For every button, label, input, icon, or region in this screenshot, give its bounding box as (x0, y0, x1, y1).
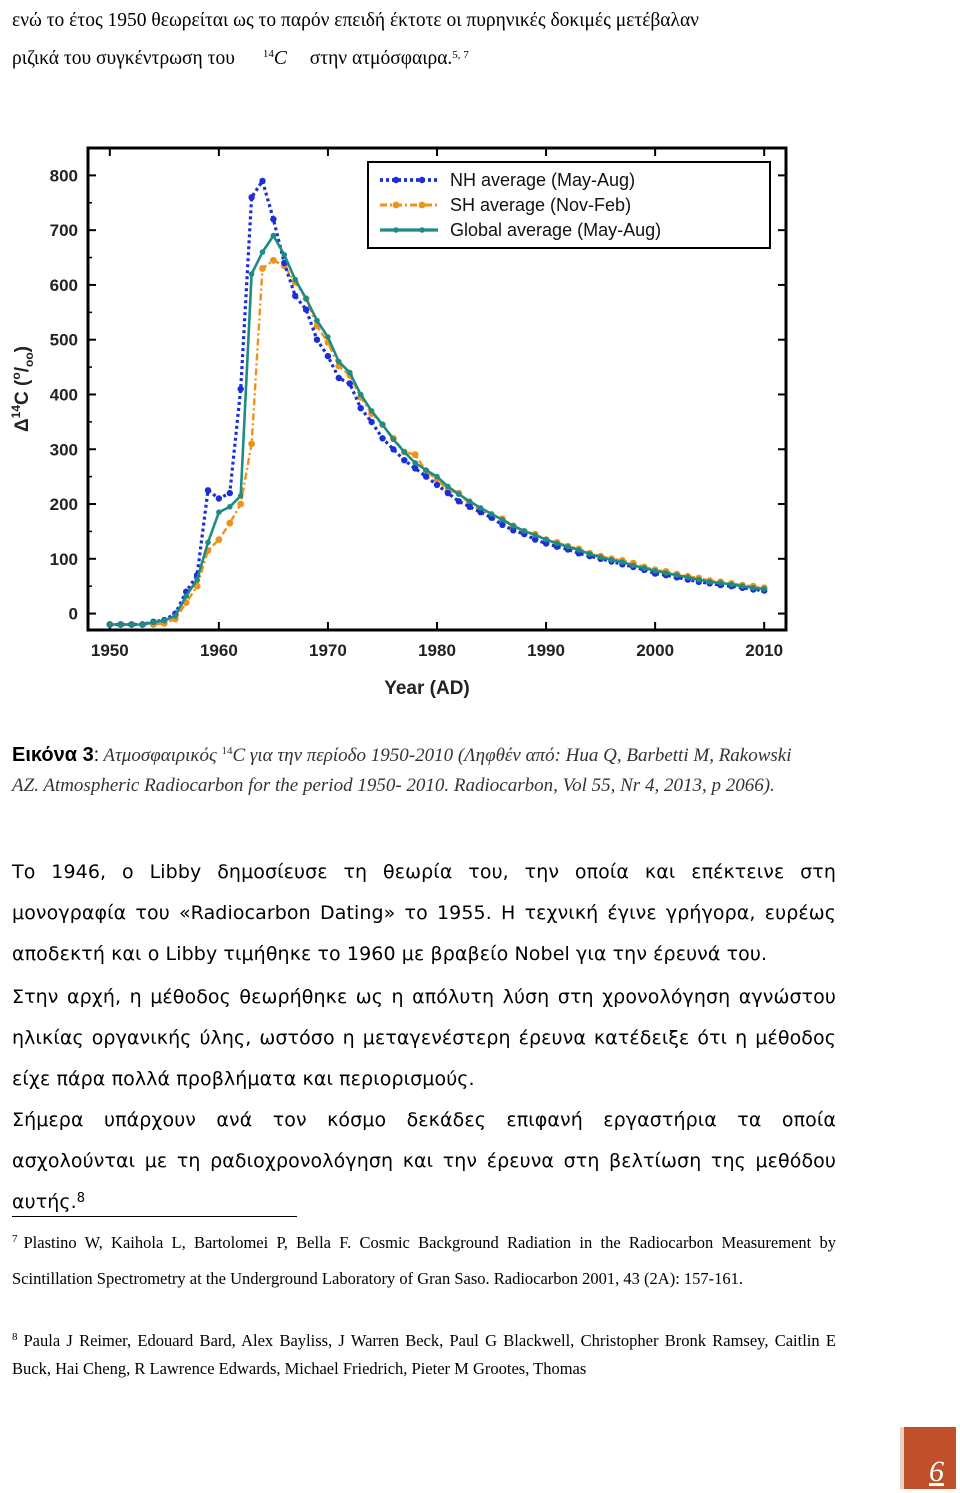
paragraph-2: Στην αρχή, η μέθοδος θεωρήθηκε ως η απόλυτη λύση στη χρονολόγηση αγνώστου ηλικίας οργανικής ύλης, ωστόσο η μεταγενέστερη έρευνα κατέδειξε ότι η μέθοδος είχε πάρα πολλά προβλήματα και περιορισμούς. (12, 986, 836, 1090)
data-point (445, 484, 451, 490)
y-tick-label: 800 (49, 166, 78, 186)
intro-refs: 5, 7 (452, 49, 469, 61)
data-point (118, 622, 124, 628)
data-point (707, 579, 713, 585)
data-point (325, 353, 331, 359)
data-point (456, 498, 462, 504)
data-point (554, 541, 560, 547)
data-point (249, 271, 255, 277)
data-point (369, 408, 375, 414)
intro-line-2b: στην ατμόσφαιρα. (309, 48, 453, 69)
x-tick-label: 1980 (418, 641, 456, 660)
paragraph-1: Το 1946, ο Libby δημοσίευσε τη θεωρία του, την οποία και επέκτεινε στη μονογραφία του «Radiocarbon Dating» το 1955. Η τεχνική έγινε γρήγορα, ευρέως αποδεκτή και ο Libby τιμήθηκε το 1960 με βραβείο Nobel για την έρευνά του. (12, 861, 836, 965)
data-point (129, 622, 135, 628)
legend-swatch-dot (419, 177, 425, 183)
y-tick-label: 200 (49, 495, 78, 515)
data-point (609, 557, 615, 563)
data-point (423, 473, 429, 479)
data-point (260, 249, 266, 255)
y-tick-label: 600 (49, 275, 78, 295)
data-point (314, 337, 320, 343)
data-point (270, 257, 277, 264)
data-point (489, 511, 495, 517)
figure-caption (12, 740, 872, 801)
data-point (434, 474, 440, 480)
data-point (303, 306, 309, 312)
data-point (543, 537, 549, 543)
data-point (445, 490, 451, 496)
footnote-7-text: Plastino W, Kaihola L, Bartolomei P, Bella F. Cosmic Background Radiation in the Radiocarbon Measurement by Scintillation Spectrometry at the Underground Laboratory of Gran Saso. Radiocarbon 2001, 43 (2A): 157-161. (12, 1233, 836, 1288)
data-point (336, 375, 342, 381)
data-point (761, 586, 767, 592)
page-number: 6 (929, 1455, 944, 1488)
footnote-8-number: 8 (12, 1331, 18, 1343)
intro-line-1: ενώ το έτος 1950 θεωρείται ως το παρόν επειδή έκτοτε οι πυρηνικές δοκιμές μετέβαλαν (12, 10, 700, 31)
caption-line-2: AZ. Atmospheric Radiocarbon for the period 1950- 2010. Radiocarbon, Vol 55, Nr 4, 2013, p 2066). (12, 775, 775, 796)
legend-swatch-dot (393, 177, 399, 183)
data-point (183, 593, 189, 599)
data-point (598, 554, 604, 560)
y-axis-label-part: ) (12, 346, 33, 353)
legend-swatch-dot (419, 202, 426, 209)
data-point (391, 437, 397, 443)
data-point (620, 559, 626, 565)
y-tick-label: 100 (49, 549, 78, 569)
data-point (522, 528, 528, 534)
data-point (216, 495, 222, 501)
intro-text (12, 2, 912, 80)
data-point (685, 575, 691, 581)
data-point (718, 580, 724, 586)
data-point (270, 216, 276, 222)
data-point (358, 392, 364, 398)
data-point (358, 405, 364, 411)
x-tick-label: 1960 (199, 641, 238, 660)
x-tick-label: 2000 (636, 641, 675, 660)
data-point (379, 435, 385, 441)
data-point (292, 277, 298, 283)
isotope-symbol: C (273, 48, 287, 69)
data-point (238, 493, 244, 499)
isotope-mass: 14 (262, 48, 274, 60)
data-point (390, 446, 396, 452)
data-point (271, 233, 277, 239)
y-axis-label-part: oo (22, 352, 36, 368)
data-point (532, 532, 538, 538)
data-point (631, 563, 637, 569)
caption-sep: : (93, 745, 99, 766)
y-axis-label (9, 346, 36, 432)
data-point (227, 504, 233, 510)
data-point (205, 540, 211, 546)
data-point (259, 178, 265, 184)
page-badge-stripe (900, 1427, 904, 1489)
legend-label: NH average (May-Aug) (450, 170, 636, 190)
data-point (173, 613, 179, 619)
data-point (259, 265, 266, 272)
data-point (151, 620, 157, 626)
data-point (140, 622, 146, 628)
radiocarbon-chart (0, 130, 960, 710)
caption-text-a: Ατμοσφαιρικός (98, 745, 222, 766)
y-tick-label: 300 (49, 440, 78, 460)
data-point (107, 622, 113, 628)
y-axis-label-part: C (12, 391, 33, 405)
y-axis-label-part: / (12, 367, 33, 373)
x-tick-label: 1990 (527, 641, 565, 660)
intro-line-2 (12, 40, 912, 80)
data-point (434, 482, 440, 488)
y-tick-label: 700 (49, 221, 78, 241)
y-axis-label-part: ( (12, 379, 33, 392)
footnote-7 (12, 1226, 836, 1296)
data-point (292, 293, 298, 299)
x-tick-label: 1950 (90, 641, 129, 660)
paragraph-3-ref: 8 (76, 1191, 86, 1206)
data-point (674, 572, 680, 578)
y-tick-label: 500 (49, 330, 78, 350)
data-point (347, 380, 353, 386)
data-point (282, 252, 288, 258)
data-point (237, 501, 244, 508)
paragraph-3-text: Σήμερα υπάρχουν ανά τον κόσμο δεκάδες επιφανή εργαστήρια τα οποία ασχολούνται με τη ραδιοχρονολόγηση και την έρευνα στη βελτίωση της μεθόδου αυτής. (12, 1109, 836, 1213)
y-axis-label-part: 14 (9, 404, 23, 419)
caption-mass: 14 (221, 745, 233, 757)
data-point (314, 318, 320, 324)
data-point (238, 386, 244, 392)
data-point (478, 505, 484, 511)
data-point (412, 465, 418, 471)
y-axis-label-part: Δ (12, 418, 33, 432)
data-point (368, 419, 374, 425)
data-point (751, 585, 757, 591)
legend-label: Global average (May-Aug) (450, 220, 662, 240)
footnote-7-number: 7 (12, 1233, 18, 1245)
data-point (412, 460, 418, 466)
data-point (216, 536, 223, 543)
footnote-divider (12, 1216, 297, 1217)
data-point (641, 565, 647, 571)
paragraph-3 (12, 1100, 836, 1223)
data-point (194, 577, 200, 583)
x-axis-label: Year (AD) (384, 678, 470, 699)
y-tick-label: 0 (68, 604, 78, 624)
legend-swatch-dot (393, 202, 400, 209)
data-point (740, 583, 746, 589)
data-point (511, 523, 517, 529)
data-point (226, 520, 233, 527)
data-point (587, 551, 593, 557)
legend-label: SH average (Nov-Feb) (450, 195, 632, 215)
data-point (729, 582, 735, 588)
data-point (336, 359, 342, 365)
data-point (565, 544, 571, 550)
data-point (456, 491, 462, 497)
data-point (248, 440, 255, 447)
data-point (325, 334, 331, 340)
x-tick-label: 2010 (745, 641, 784, 660)
data-point (412, 451, 419, 458)
data-point (663, 570, 669, 576)
data-point (467, 504, 473, 510)
data-point (402, 449, 408, 455)
data-point (162, 618, 168, 624)
data-point (347, 370, 353, 376)
data-point (380, 422, 386, 428)
footnote-8 (12, 1328, 836, 1382)
data-point (216, 509, 222, 515)
series-line-solid (110, 236, 764, 625)
caption-label: Εικόνα 3 (12, 744, 94, 766)
data-point (423, 467, 429, 473)
x-tick-label: 1970 (309, 641, 347, 660)
data-point (500, 517, 506, 523)
data-point (227, 490, 233, 496)
data-point (248, 194, 254, 200)
footnote-8-text: Paula J Reimer, Edouard Bard, Alex Bayliss, J Warren Beck, Paul G Blackwell, Christopher Bronk Ramsey, Caitlin E Buck, Hai Cheng, R Lawrence Edwards, Michael Friedrich, Pieter M Grootes, Thomas (12, 1331, 836, 1378)
data-point (205, 487, 211, 493)
y-tick-label: 400 (49, 385, 78, 405)
intro-line-2a: ριζικά του συγκέντρωση του (12, 48, 235, 69)
y-axis-label-part: o (9, 372, 23, 380)
legend-swatch-dot (393, 227, 399, 233)
data-point (576, 547, 582, 553)
data-point (401, 457, 407, 463)
data-point (303, 296, 309, 302)
legend-swatch-dot (419, 227, 425, 233)
data-point (652, 568, 658, 574)
data-point (467, 499, 473, 505)
data-point (696, 577, 702, 583)
page-number-badge (900, 1427, 956, 1489)
caption-text-b: C για την περίοδο 1950-2010 (Ληφθέν από: Hua Q, Barbetti M, Rakowski (232, 745, 792, 766)
